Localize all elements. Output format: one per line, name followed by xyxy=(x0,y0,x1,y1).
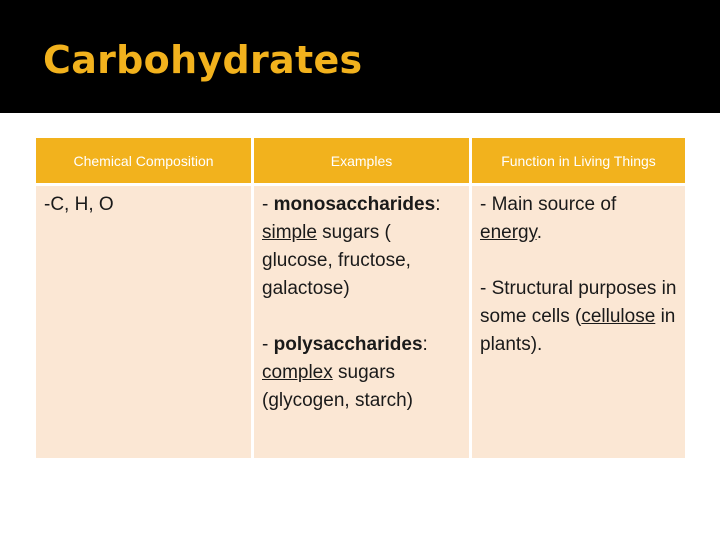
monosaccharides-list: ( glucose, fructose, galactose) xyxy=(262,222,411,299)
structural-suffix: in plants). xyxy=(480,306,676,355)
spacer xyxy=(262,303,463,331)
energy-entry xyxy=(480,191,679,247)
title-bar xyxy=(0,0,720,113)
simple-word: simple xyxy=(262,222,317,243)
cell-function xyxy=(471,185,686,459)
table-row xyxy=(36,185,685,459)
header-chemical-composition: Chemical Composition xyxy=(36,138,253,185)
monosaccharides-entry xyxy=(262,191,463,303)
mono-prefix: - xyxy=(262,194,274,215)
carbohydrates-table xyxy=(36,138,685,458)
cellulose-word: cellulose xyxy=(581,306,656,327)
header-row xyxy=(36,138,685,185)
polysaccharides-list: (glycogen, starch) xyxy=(262,390,414,411)
complex-rest: sugars xyxy=(332,362,396,383)
energy-word: energy xyxy=(480,222,537,243)
structural-entry xyxy=(480,275,679,359)
composition-text: -C, H, O xyxy=(44,194,114,215)
mono-colon: : xyxy=(435,194,441,215)
header-examples: Examples xyxy=(253,138,471,185)
monosaccharides-term: monosaccharides xyxy=(273,194,436,215)
energy-prefix: - Main source of xyxy=(480,194,617,215)
cell-composition xyxy=(36,185,253,459)
cell-examples xyxy=(253,185,471,459)
simple-rest: sugars xyxy=(316,222,380,243)
poly-prefix: - xyxy=(262,334,274,355)
polysaccharides-term: polysaccharides xyxy=(273,334,423,355)
structural-prefix: - Structural purposes in some cells ( xyxy=(480,278,677,327)
poly-colon: : xyxy=(422,334,428,355)
complex-word: complex xyxy=(262,362,333,383)
polysaccharides-entry xyxy=(262,331,463,415)
slide-title: Carbohydrates xyxy=(43,38,363,82)
header-function: Function in Living Things xyxy=(471,138,686,185)
spacer xyxy=(480,247,679,275)
energy-suffix: . xyxy=(536,222,542,243)
